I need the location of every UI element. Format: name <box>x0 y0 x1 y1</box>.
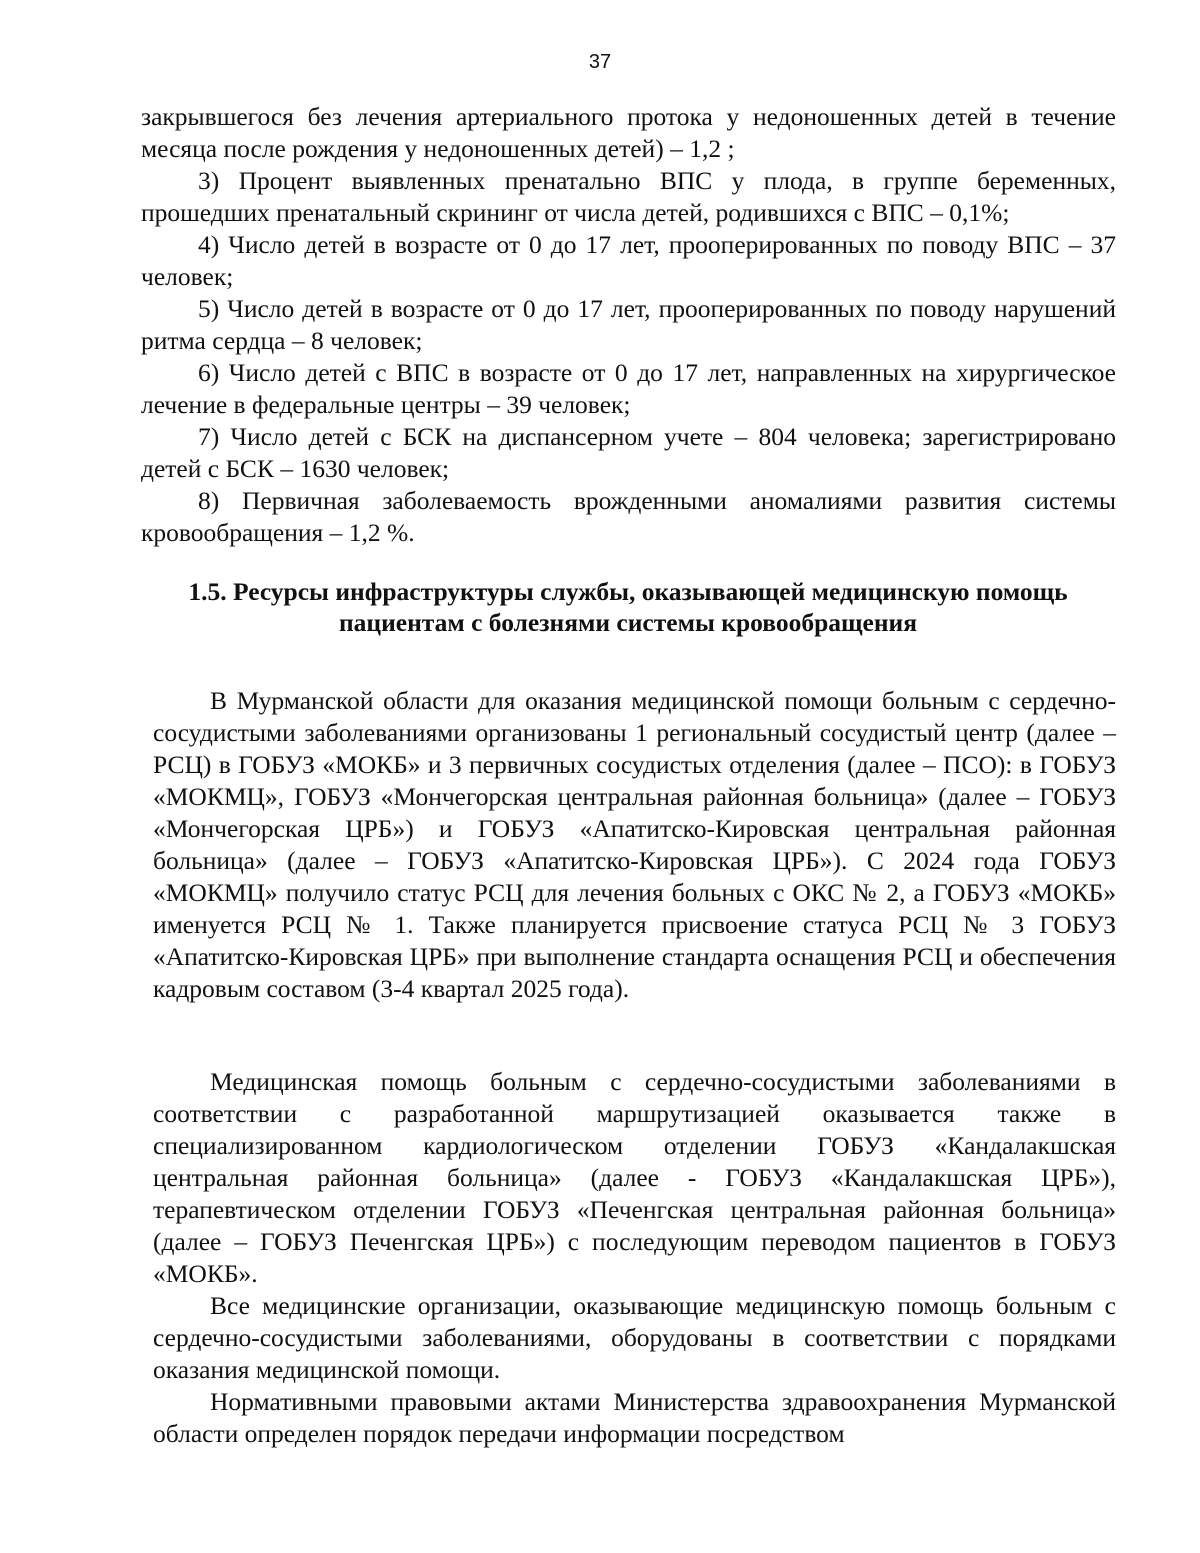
list-continuation: закрывшегося без лечения артериального протока у недоношенных детей в течение месяца после рождения у недоношенных детей) – 1,2 ; <box>141 102 1116 163</box>
section-heading <box>140 576 1116 638</box>
paragraph-4: Нормативными правовыми актами Министерства здравоохранения Мурманской области определен порядок передачи информации посредством <box>153 1387 1116 1448</box>
section-heading-line-2: пациентам с болезнями системы кровообращения <box>338 608 918 637</box>
list-item-6: 6) Число детей с ВПС в возрасте от 0 до 17 лет, направленных на хирургическое лечение в федеральные центры – 39 человек; <box>141 358 1116 419</box>
indicator-list <box>141 101 1116 549</box>
list-item-8: 8) Первичная заболеваемость врожденными аномалиями развития системы кровообращения – 1,2 %. <box>141 486 1116 547</box>
paragraph-3: Все медицинские организации, оказывающие медицинскую помощь больным с сердечно-сосудистыми заболеваниями, оборудованы в соответствии с порядками оказания медицинской помощи. <box>153 1291 1116 1384</box>
paragraph-2: Медицинская помощь больным с сердечно-сосудистыми заболеваниями в соответствии с разработанной маршрутизацией оказывается также в специализированном кардиологическом отделении ГОБУЗ «Кандалакшская центральная районная больница» (далее - ГОБУЗ «Кандалакшская ЦРБ»), терапевтическом отделении ГОБУЗ «Печенгская центральная районная больница» (далее – ГОБУЗ Печенгская ЦРБ») с последующим переводом пациентов в ГОБУЗ «МОКБ». <box>153 1067 1116 1288</box>
list-item-7: 7) Число детей с БСК на диспансерном учете – 804 человека; зарегистрировано детей с БСК – 1630 человек; <box>141 422 1116 483</box>
paragraph-routing <box>153 1066 1116 1450</box>
paragraph-infrastructure <box>153 685 1116 1005</box>
section-heading-line-1: 1.5. Ресурсы инфраструктуры службы, оказывающей медицинскую помощь <box>188 577 1068 606</box>
paragraph-1: В Мурманской области для оказания медицинской помощи больным с сердечно-сосудистыми заболеваниями организованы 1 региональный сосудистый центр (далее – РСЦ) в ГОБУЗ «МОКБ» и 3 первичных сосудистых отделения (далее – ПСО): в ГОБУЗ «МОКМЦ», ГОБУЗ «Мончегорская центральная районная больница» (далее – ГОБУЗ «Мончегорская ЦРБ») и ГОБУЗ «Апатитско-Кировская центральная районная больница» (далее – ГОБУЗ «Апатитско-Кировская ЦРБ»). С 2024 года ГОБУЗ «МОКМЦ» получило статус РСЦ для лечения больных с ОКС № 2, а ГОБУЗ «МОКБ» именуется РСЦ № 1. Также планируется присвоение статуса РСЦ № 3 ГОБУЗ «Апатитско-Кировская ЦРБ» при выполнение стандарта оснащения РСЦ и обеспечения кадровым составом (3-4 квартал 2025 года). <box>153 686 1116 1003</box>
page-number: 37 <box>588 51 612 73</box>
list-item-4: 4) Число детей в возрасте от 0 до 17 лет, прооперированных по поводу ВПС – 37 человек; <box>141 230 1116 291</box>
list-item-3: 3) Процент выявленных пренатально ВПС у плода, в группе беременных, прошедших пренатальный скрининг от числа детей, родившихся с ВПС – 0,1%; <box>141 166 1116 227</box>
list-item-5: 5) Число детей в возрасте от 0 до 17 лет, прооперированных по поводу нарушений ритма сердца – 8 человек; <box>141 294 1116 355</box>
